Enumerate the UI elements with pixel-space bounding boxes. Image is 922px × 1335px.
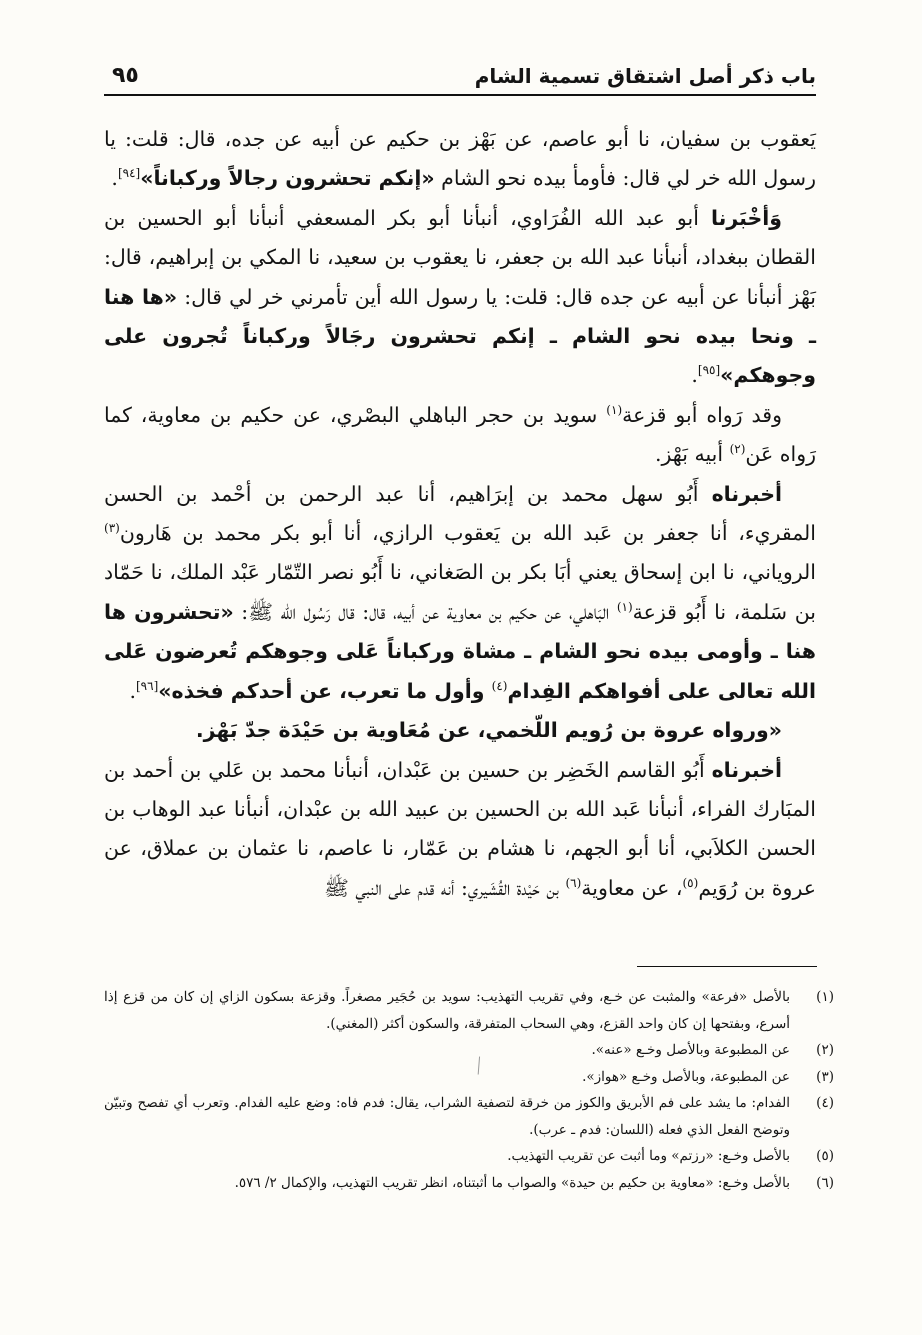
running-header — [104, 52, 816, 96]
footnote-item — [104, 1037, 834, 1064]
footnote-marker: (٦) — [565, 875, 582, 890]
footnote-text: بالأصل وخـع: «رزتم» وما أثبت عن تقريب التهذيب. — [507, 1148, 790, 1164]
paragraph-3 — [104, 396, 816, 475]
hadith-ref: [٩٦] — [135, 678, 159, 693]
paragraph-2 — [104, 199, 816, 396]
text-run: أَبُو سهل محمد بن إبرَاهيم، أنا عبد الرحمن بن أحْمد بن الحسن المقريء، أنا جعفر بن عَبد الله بن يَعقوب الرازي، أنا أبو بكر محمد بن هَارون — [104, 481, 816, 546]
footnote-number: (٢) — [816, 1042, 834, 1058]
paragraph-6 — [104, 751, 816, 909]
hadith-quote: «إنكم تحشرون رجالاً وركباناً» — [140, 166, 435, 191]
text-run: أَبُو القاسم الخَضِر بن حسين بن عَبْدان، أنبأنا محمد بن عَلي بن أحمد بن المبَارك الفراء، أنبأنا عَبد الله بن الحسين بن عبيد الله بن عبْدان، أنبأنا عبد الوهاب بن الحسن الكلاَبي، أنا أبو الجهم، نا هشام بن عَمّار، نا عاصم، نا عثمان بن عملاق، عن عروة بن رُوَيم — [104, 757, 816, 900]
text-run: سويد بن حجر الباهلي البصْري، عن حكيم بن معاوية، كما رَواه عَن — [104, 402, 816, 467]
hadith-quote: «تحشرون ها هنا ـ وأومى بيده نحو الشام ـ مشاة وركباناً عَلى وجوهكم تُعرضون عَلى الله تعالى على أفواهكم الفِدام — [104, 599, 816, 703]
footnote-number: (٦) — [816, 1174, 834, 1191]
footnote-item — [104, 1064, 834, 1091]
page-number: ٩٥ — [112, 63, 139, 88]
text-run: ، عن معاوية — [581, 875, 683, 900]
text-run: البَاهلي، عن حكيم بن معاوية عن أبيه، قال: قال رَسُول الله ﷺ: — [233, 599, 617, 624]
text-run: . — [129, 678, 136, 703]
text-run: . — [111, 166, 118, 191]
footnote-number: (٥) — [816, 1148, 834, 1164]
paragraph-4 — [104, 475, 816, 711]
footnote-item — [104, 1090, 834, 1143]
footnote-number: (١) — [816, 989, 834, 1005]
text-run: أبو عبد الله الفُرَاوي، أنبأنا أبو بكر المسعفي أنبأنا أبو الحسين بن القطان ببغداد، أنبأنا عبد الله بن جعفر، نا يعقوب بن سعيد، نا المكي بن إبراهيم، قال: بَهْز أنبأنا عن أبيه عن جده قال: قلت: يا رسول الله أين تأمرني خر لي قال: — [104, 205, 816, 309]
isnad-lead: وَأخْبَرنا — [710, 205, 782, 230]
isnad-lead: أخبرناه — [711, 757, 782, 782]
footnote-number: (٣) — [816, 1068, 834, 1085]
footnote-item — [104, 1143, 834, 1170]
text-run: . — [691, 363, 698, 388]
text-run: يَعقوب بن سفيان، نا أبو عاصم، عن بَهْز بن حكيم عن أبيه عن جده، قال: قلت: يا رسول الله خر لي قال: فأومأ بيده نحو الشام — [104, 127, 816, 191]
footnote-text: عن المطبوعة وبالأصل وخـع «عنه». — [591, 1042, 790, 1058]
footnote-marker: (٢) — [729, 442, 746, 457]
footnote-item — [104, 984, 834, 1037]
footnote-divider — [637, 966, 817, 967]
hadith-quote: وأول ما تعرب، عن أحدكم فخذه» — [158, 678, 492, 703]
footnote-text: الفدام: ما يشد على فم الأبريق والكوز من خرقة لتصفية الشراب، يقال: فدم فاه: وضع عليه الفدام. وتعرب أي تفصح وتبيّن وتوضح الفعل الذي فعله (اللسان: فدم ـ عرب). — [104, 1095, 790, 1138]
footnote-text: عن المطبوعة، وبالأصل وخـع «هواز». — [582, 1068, 790, 1085]
footnote-text: بالأصل «فرعة» والمثبت عن خـع، وفي تقريب التهذيب: سويد بن حُجَير مصغراً. وقزعة بسكون الزاي إن كان من قزع إذا أسرع، وبفتحها إن كان واحد القزع، وهي السحاب المتفرقة، والسكون أكثر (المغني). — [104, 989, 790, 1032]
text-run: الروياني، نا ابن إسحاق يعني أبَا بكر بن الصَغاني، نا أَبُو نصر التّمّار عَبْد الملك، نا حَمّاد بن سَلمة، نا أَبُو قزعة — [104, 560, 817, 624]
chapter-title: باب ذكر أصل اشتقاق تسمية الشام — [474, 64, 816, 88]
narration-note: «ورواه عروة بن رُويم اللّخمي، عن مُعَاوية بن حَيْدَة جدّ بَهْز. — [195, 718, 782, 743]
hadith-ref: [٩٤] — [117, 166, 141, 181]
footnote-marker: (٤) — [491, 678, 508, 693]
footnote-text: بالأصل وخـع: «معاوية بن حكيم بن حيدة» والصواب ما أثبتناه، انظر تقريب التهذيب، والإكمال ٢/ ٥٧٦. — [234, 1174, 790, 1191]
hadith-quote: «ها هنا ـ ونحا بيده نحو الشام ـ إنكم تحشرون رجَالاً وركباناً تُجرون على وجوهكم» — [104, 284, 816, 388]
paragraph-5 — [104, 711, 816, 750]
isnad-lead: أخبرناه — [711, 481, 782, 506]
text-run: وقد رَواه أبو قزعة — [622, 402, 782, 427]
main-text — [104, 120, 816, 908]
footnote-marker: (٥) — [682, 875, 699, 890]
footnotes — [104, 984, 834, 1196]
footnote-marker: (٣) — [104, 521, 120, 536]
footnote-marker: (١) — [606, 402, 623, 417]
text-run: أبيه بَهْز. — [654, 442, 730, 467]
footnote-item — [104, 1170, 834, 1197]
paragraph-1 — [104, 120, 816, 199]
footnote-marker: (١) — [616, 599, 633, 614]
hadith-ref: [٩٥] — [697, 363, 721, 378]
text-run: بن حَيْدة القُشَيري: أنه قدم على النبي ﷺ — [324, 875, 566, 900]
footnote-number: (٤) — [816, 1095, 834, 1111]
